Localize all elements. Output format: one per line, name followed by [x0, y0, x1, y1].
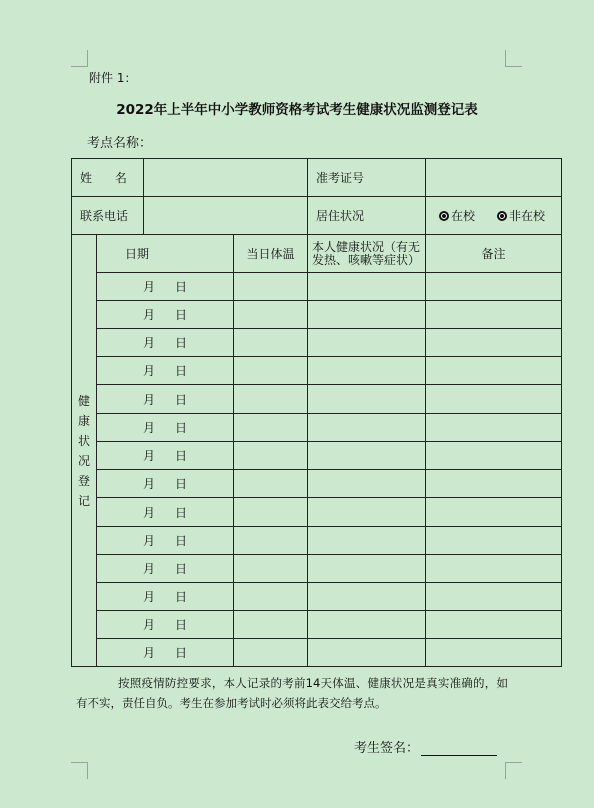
table-row — [72, 273, 562, 301]
health-section-label — [72, 235, 97, 667]
month-day — [97, 391, 233, 408]
date-cell[interactable] — [97, 414, 234, 442]
remarks-cell[interactable] — [426, 329, 562, 357]
temperature-cell[interactable] — [234, 273, 308, 301]
health-section-char: 状 — [77, 433, 90, 448]
radio-off-campus-label: 非在校 — [509, 209, 546, 223]
remarks-cell[interactable] — [426, 385, 562, 414]
date-cell[interactable] — [97, 470, 234, 498]
health-status-cell[interactable] — [308, 470, 426, 498]
day-label: 日 — [175, 562, 188, 576]
health-status-header: 本人健康状况（有无发热、咳嗽等症状） — [308, 235, 426, 273]
temperature-cell[interactable] — [234, 583, 308, 611]
temperature-cell[interactable] — [234, 357, 308, 385]
remarks-cell[interactable] — [426, 442, 562, 470]
date-cell[interactable] — [97, 357, 234, 385]
month-label: 月 — [142, 280, 155, 294]
exam-site-label[interactable]: 考点名称： — [87, 136, 153, 151]
table-row — [72, 611, 562, 639]
document-title: 2022年上半年中小学教师资格考试考生健康状况监测登记表 — [116, 102, 478, 118]
name-row — [72, 159, 562, 197]
month-day — [97, 475, 233, 492]
month-label: 月 — [142, 618, 155, 632]
table-row — [72, 442, 562, 470]
temperature-cell[interactable] — [234, 639, 308, 667]
radio-on-campus-label: 在校 — [450, 209, 475, 223]
month-day — [97, 644, 233, 661]
page-corner-mark — [71, 762, 88, 779]
signature-area — [354, 737, 497, 756]
month-label: 月 — [142, 308, 155, 322]
remarks-cell[interactable] — [426, 527, 562, 555]
remarks-cell[interactable] — [426, 273, 562, 301]
month-label: 月 — [142, 590, 155, 604]
day-label: 日 — [175, 646, 188, 660]
attachment-label: 附件 1： — [89, 71, 137, 85]
exam-id-label: 准考证号 — [308, 159, 426, 197]
name-field[interactable] — [144, 159, 308, 197]
health-section-char: 康 — [77, 413, 90, 428]
month-day — [97, 419, 233, 436]
month-day — [97, 334, 233, 351]
health-status-cell[interactable] — [308, 639, 426, 667]
radio-icon — [439, 211, 449, 221]
remarks-header: 备注 — [426, 235, 562, 273]
table-row — [72, 385, 562, 414]
month-label: 月 — [142, 534, 155, 548]
month-day — [97, 560, 233, 577]
date-cell[interactable] — [97, 583, 234, 611]
table-row — [72, 498, 562, 527]
health-status-cell[interactable] — [308, 414, 426, 442]
remarks-cell[interactable] — [426, 583, 562, 611]
exam-id-field[interactable] — [426, 159, 562, 197]
health-status-cell[interactable] — [308, 555, 426, 583]
table-row — [72, 357, 562, 385]
temperature-cell[interactable] — [234, 414, 308, 442]
page-corner-mark — [505, 762, 522, 779]
temperature-cell[interactable] — [234, 385, 308, 414]
date-cell[interactable] — [97, 527, 234, 555]
residence-options — [426, 197, 562, 235]
table-row — [72, 414, 562, 442]
radio-on-campus[interactable] — [439, 207, 475, 224]
date-header — [97, 235, 234, 273]
signature-label: 考生签名： — [354, 741, 420, 756]
day-label: 日 — [175, 477, 188, 491]
phone-field[interactable] — [144, 197, 308, 235]
month-label: 月 — [142, 392, 155, 407]
month-day — [97, 616, 233, 633]
temperature-cell[interactable] — [234, 527, 308, 555]
day-label: 日 — [175, 534, 188, 548]
page-corner-mark — [505, 50, 522, 67]
remarks-cell[interactable] — [426, 357, 562, 385]
remarks-cell[interactable] — [426, 611, 562, 639]
month-day — [97, 306, 233, 323]
radio-off-campus[interactable] — [497, 207, 545, 224]
table-row — [72, 527, 562, 555]
radio-icon — [497, 211, 507, 221]
residence-label: 居住状况 — [308, 197, 426, 235]
temperature-cell[interactable] — [234, 329, 308, 357]
health-form-table — [71, 158, 562, 667]
remarks-cell[interactable] — [426, 414, 562, 442]
temperature-header: 当日体温 — [234, 235, 308, 273]
date-cell[interactable] — [97, 273, 234, 301]
phone-label: 联系电话 — [72, 197, 144, 235]
temperature-cell[interactable] — [234, 498, 308, 527]
month-day — [97, 532, 233, 549]
temperature-cell[interactable] — [234, 555, 308, 583]
day-label: 日 — [175, 449, 188, 463]
remarks-cell[interactable] — [426, 498, 562, 527]
notice-text: 按照疫情防控要求，本人记录的考前14天体温、健康状况是真实准确的，如有不实，责任自负。考生在参加考试时必须将此表交给考点。 — [76, 676, 508, 710]
date-cell[interactable] — [97, 329, 234, 357]
date-cell[interactable] — [97, 498, 234, 527]
health-status-cell[interactable] — [308, 385, 426, 414]
health-status-cell[interactable] — [308, 329, 426, 357]
date-cell[interactable] — [97, 385, 234, 414]
date-cell[interactable] — [97, 555, 234, 583]
day-label: 日 — [175, 364, 188, 378]
health-status-cell[interactable] — [308, 583, 426, 611]
month-label: 月 — [142, 364, 155, 378]
health-status-cell[interactable] — [308, 498, 426, 527]
name-label: 姓 名 — [72, 159, 144, 197]
temperature-cell[interactable] — [234, 301, 308, 329]
day-label: 日 — [175, 590, 188, 604]
month-label: 月 — [142, 562, 155, 576]
remarks-cell[interactable] — [426, 470, 562, 498]
month-day — [97, 447, 233, 464]
day-label: 日 — [175, 392, 188, 407]
day-label: 日 — [175, 618, 188, 632]
temperature-cell[interactable] — [234, 611, 308, 639]
day-label: 日 — [175, 280, 188, 294]
table-row — [72, 329, 562, 357]
table-row — [72, 639, 562, 667]
month-day — [97, 504, 233, 521]
health-status-cell[interactable] — [308, 442, 426, 470]
day-label: 日 — [175, 421, 188, 435]
day-label: 日 — [175, 336, 188, 350]
health-status-cell[interactable] — [308, 611, 426, 639]
health-section-char: 登 — [77, 473, 90, 488]
health-section-char: 健 — [77, 393, 90, 408]
table-row — [72, 470, 562, 498]
month-day — [97, 278, 233, 295]
month-label: 月 — [142, 477, 155, 491]
table-row — [72, 301, 562, 329]
month-label: 月 — [142, 421, 155, 435]
health-header-row — [72, 235, 562, 273]
day-label: 日 — [175, 308, 188, 322]
day-label: 日 — [175, 505, 188, 520]
month-label: 月 — [142, 449, 155, 463]
health-status-cell[interactable] — [308, 357, 426, 385]
date-header-text: 日期 — [125, 247, 150, 261]
date-cell[interactable] — [97, 611, 234, 639]
health-section-char: 记 — [77, 493, 90, 508]
table-row — [72, 555, 562, 583]
health-section-char: 况 — [77, 453, 90, 468]
remarks-cell[interactable] — [426, 555, 562, 583]
signature-field[interactable] — [421, 741, 497, 756]
remarks-cell[interactable] — [426, 639, 562, 667]
health-status-cell[interactable] — [308, 527, 426, 555]
date-cell[interactable] — [97, 301, 234, 329]
health-status-cell[interactable] — [308, 301, 426, 329]
temperature-cell[interactable] — [234, 470, 308, 498]
month-day — [97, 362, 233, 379]
table-row — [72, 583, 562, 611]
month-label: 月 — [142, 646, 155, 660]
page-corner-mark — [71, 50, 88, 67]
month-label: 月 — [142, 336, 155, 350]
phone-row — [72, 197, 562, 235]
month-label: 月 — [142, 505, 155, 520]
date-cell[interactable] — [97, 639, 234, 667]
health-status-cell[interactable] — [308, 273, 426, 301]
date-cell[interactable] — [97, 442, 234, 470]
month-day — [97, 588, 233, 605]
remarks-cell[interactable] — [426, 301, 562, 329]
temperature-cell[interactable] — [234, 442, 308, 470]
